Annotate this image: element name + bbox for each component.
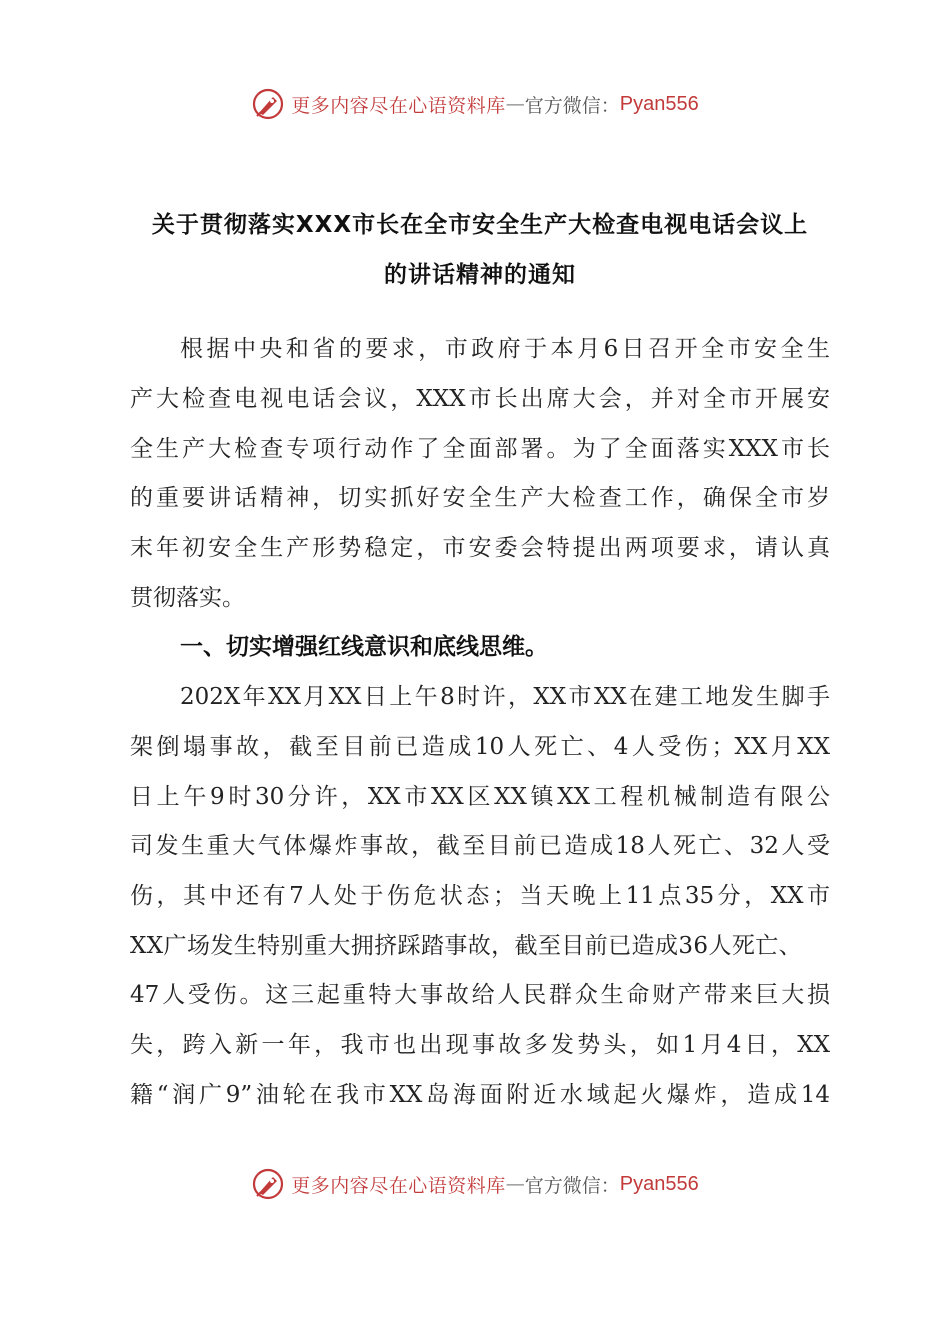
body-line: 日上午9时30分许，XX市XX区XX镇XX工程机械制造有限公	[130, 784, 830, 810]
body-line: 全生产大检查专项行动作了全面部署。为了全面落实XXX市长	[130, 436, 830, 462]
body-line: 202X年XX月XX日上午8时许，XX市XX在建工地发生脚手	[180, 684, 830, 710]
document-title-line-1: 关于贯彻落实XXX市长在全市安全生产大检查电视电话会议上	[151, 212, 809, 238]
watermark-dash: —	[505, 93, 525, 115]
watermark-handle: Pyan556	[619, 1172, 699, 1195]
watermark-dash: —	[505, 1173, 525, 1195]
watermark-label: 官方微信：	[524, 94, 620, 117]
watermark-banner-bottom	[0, 1164, 950, 1204]
watermark-handle: Pyan556	[619, 92, 699, 115]
body-line: 贯彻落实。	[130, 585, 245, 611]
section-heading: 一、切实增强红线意识和底线思维。	[180, 634, 548, 660]
body-line: 司发生重大气体爆炸事故，截至目前已造成18人死亡、32人受	[130, 833, 830, 859]
watermark-label: 官方微信：	[524, 1174, 620, 1197]
body-line: 伤，其中还有7人处于伤危状态；当天晚上11点35分，XX市	[130, 883, 830, 909]
pen-nib-icon	[251, 87, 285, 121]
body-line: 失，跨入新一年，我市也出现事故多发势头，如1月4日，XX	[130, 1032, 830, 1058]
watermark-brand-text: 更多内容尽在心语资料库	[291, 1174, 506, 1197]
pen-nib-icon	[251, 1167, 285, 1201]
body-line: 架倒塌事故，截至目前已造成10人死亡、4人受伤；XX月XX	[130, 734, 830, 760]
body-line: 籍“润广9”油轮在我市XX岛海面附近水域起火爆炸，造成14	[130, 1082, 830, 1108]
body-line: 根据中央和省的要求，市政府于本月6日召开全市安全生	[180, 336, 830, 362]
document-title-line-2: 的讲话精神的通知	[384, 262, 576, 288]
body-line: 末年初安全生产形势稳定，市安委会特提出两项要求，请认真	[130, 535, 830, 561]
body-line: 47人受伤。这三起重特大事故给人民群众生命财产带来巨大损	[130, 982, 830, 1008]
body-line: 的重要讲话精神，切实抓好安全生产大检查工作，确保全市岁	[130, 485, 830, 511]
watermark-banner-top	[0, 84, 950, 124]
watermark-brand-text: 更多内容尽在心语资料库	[291, 94, 506, 117]
body-line: XX广场发生特别重大拥挤踩踏事故，截至目前已造成36人死亡、	[130, 933, 803, 959]
body-line: 产大检查电视电话会议，XXX市长出席大会，并对全市开展安	[130, 386, 830, 412]
